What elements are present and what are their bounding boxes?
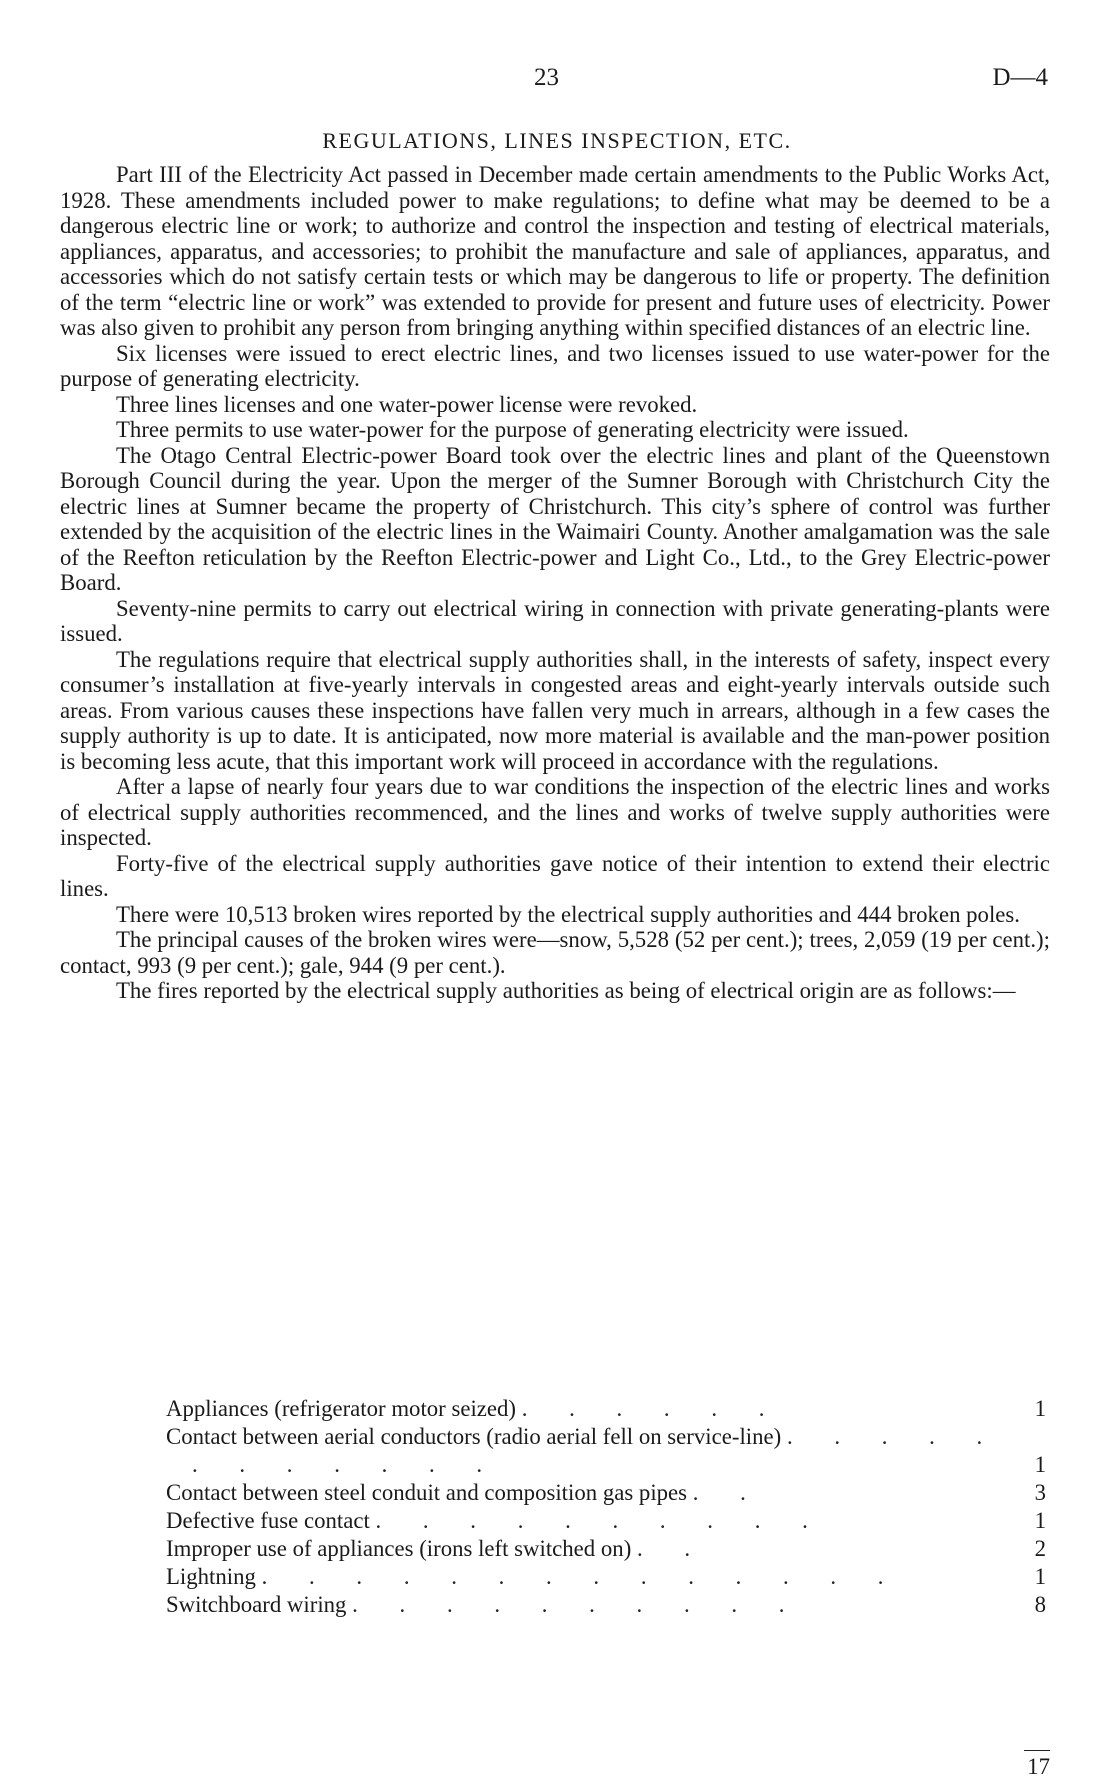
fire-count: 1 xyxy=(1034,1508,1046,1533)
section-title: REGULATIONS, LINES INSPECTION, ETC. xyxy=(322,128,792,153)
paragraph-licenses-revoked: Three lines licenses and one water-power license were revoked. xyxy=(116,391,698,417)
leader-dots: . . xyxy=(637,1536,709,1561)
fire-count: 3 xyxy=(1034,1480,1046,1505)
paragraph-fires-intro: The fires reported by the electrical supply authorities as being of electrical origin are as follows:— xyxy=(116,978,1016,1003)
page-header xyxy=(0,64,1114,94)
paragraph-inspection-regulations: The regulations require that electrical supply authorities shall, in the interests of safety, inspect every consumer’s installation at five-yearly intervals in congested areas and eight-yearly intervals outside such areas. From various causes these inspections have fallen very much in arrears, although in a few cases the supply authority is up to date. It is anticipated, now more material is available and the man-power position is becoming less acute, that this important work will proceed in accordance with the regulations. xyxy=(60,646,1050,774)
fire-cause-label: Contact between steel conduit and composition gas pipes xyxy=(166,1480,688,1505)
leader-dots: . . . . . . xyxy=(521,1396,783,1421)
leader-dots: . . . . . . . . . . xyxy=(375,1508,826,1533)
paragraph-wiring-permits: Seventy-nine permits to carry out electrical wiring in connection with private generating-plants were issued. xyxy=(60,595,1050,646)
list-item xyxy=(166,1395,1050,1423)
paragraph-licenses-issued: Six licenses were issued to erect electric lines, and two licenses issued to use water-power for the purpose of generating electricity. xyxy=(60,340,1050,391)
paragraph-electricity-act: Part III of the Electricity Act passed in December made certain amendments to the Public Works Act, 1928. These amendments included power to make regulations; to define what may be deemed to be a dangerous electric line or work; to authorize and control the inspection and testing of electrical materials, appliances, apparatus, and accessories; to prohibit the manufacture and sale of appliances, apparatus, and accessories which do not satisfy certain tests or which may be dangerous to life or property. The definition of the term “electric line or work” was extended to provide for present and future uses of electricity. Power was also given to prohibit any person from bringing anything within specified distances of an electric line. xyxy=(60,162,1050,340)
fire-count: 8 xyxy=(1034,1592,1046,1617)
fires-total: 17 xyxy=(1027,1754,1050,1779)
fires-list xyxy=(166,1395,1050,1619)
body-text xyxy=(60,162,1050,1004)
page-number: 23 xyxy=(534,64,559,91)
fire-cause-label: Contact between aerial conductors (radio aerial fell on service-line) xyxy=(166,1424,782,1449)
paragraph-inspection-recommenced: After a lapse of nearly four years due to war conditions the inspection of the electric lines and works of electrical supply authorities recommenced, and the lines and works of twelve supply authorities were inspected. xyxy=(60,774,1050,850)
paragraph-broken-wire-causes: The principal causes of the broken wires were—snow, 5,528 (52 per cent.); trees, 2,059 (19 per cent.); contact, 993 (9 per cent.); gale, 944 (9 per cent.). xyxy=(60,927,1050,978)
list-item xyxy=(166,1563,1050,1591)
fire-count: 1 xyxy=(1034,1564,1046,1589)
list-item xyxy=(166,1507,1050,1535)
leader-dots: . . xyxy=(692,1480,764,1505)
fire-cause-label: Appliances (refrigerator motor seized) xyxy=(166,1396,517,1421)
paragraph-water-power-permits: Three permits to use water-power for the purpose of generating electricity were issued. xyxy=(116,417,909,442)
leader-dots: . . . . . . . . . . . . . . xyxy=(261,1564,902,1589)
list-item xyxy=(166,1591,1050,1619)
paragraph-broken-wires: There were 10,513 broken wires reported by the electrical supply authorities and 444 broken poles. xyxy=(116,901,1020,927)
paragraph-amalgamations: The Otago Central Electric-power Board took over the electric lines and plant of the Queenstown Borough Council during the year. Upon the merger of the Sumner Borough with Christchurch City the electric lines at Sumner became the property of Christchurch. This city’s sphere of control was further extended by the acquisition of the electric lines in the Waimairi County. Another amalgamation was the sale of the Reefton reticulation by the Reefton Electric-power and Light Co., Ltd., to the Grey Electric-power Board. xyxy=(60,442,1050,595)
total-rule xyxy=(1024,1750,1050,1751)
leader-dots: . . . . . . . . . . xyxy=(352,1592,803,1617)
fire-cause-label: Switchboard wiring xyxy=(166,1592,347,1617)
list-item xyxy=(166,1479,1050,1507)
fire-cause-label: Improper use of appliances (irons left switched on) xyxy=(166,1536,632,1561)
leader-dots: . . . . . . . . . . . . xyxy=(192,1424,1001,1477)
list-item xyxy=(166,1535,1050,1563)
fire-cause-label: Defective fuse contact xyxy=(166,1508,370,1533)
fire-count: 1 xyxy=(1034,1396,1046,1421)
fire-count: 1 xyxy=(1034,1452,1046,1477)
fire-cause-label: Lightning xyxy=(166,1564,256,1589)
fire-count: 2 xyxy=(1034,1536,1046,1561)
paragraph-extension-notices: Forty-five of the electrical supply authorities gave notice of their intention to extend their electric lines. xyxy=(60,850,1050,901)
list-item xyxy=(166,1423,1050,1479)
document-reference: D—4 xyxy=(992,64,1048,91)
